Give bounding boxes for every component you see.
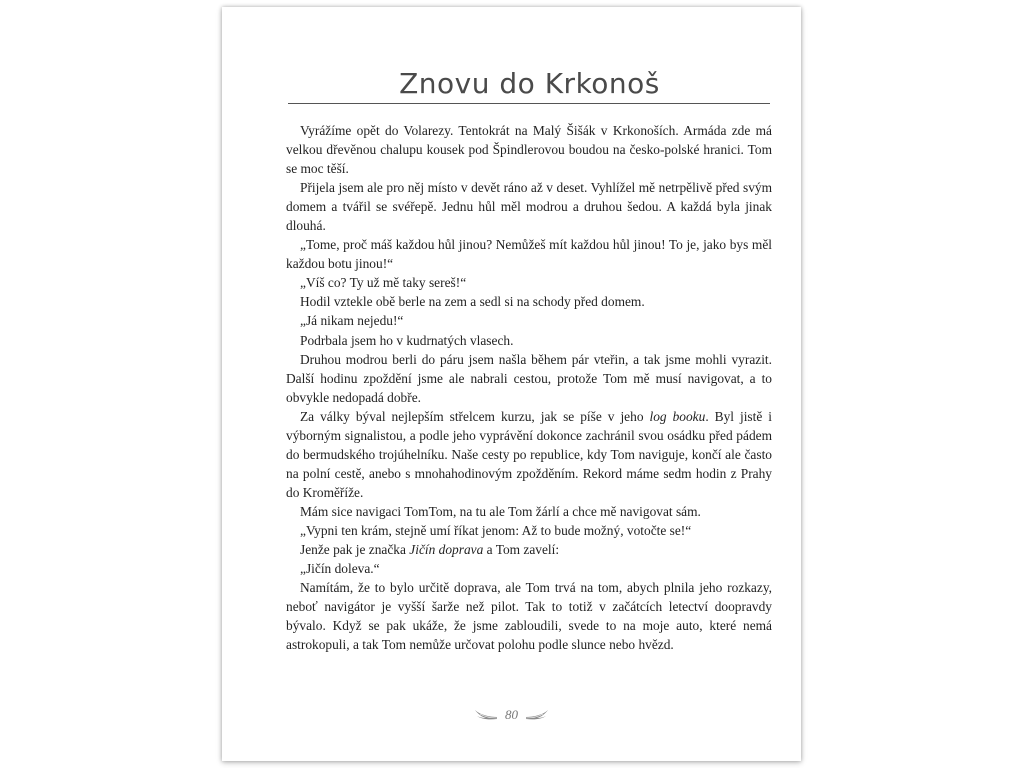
paragraph: Přijela jsem ale pro něj místo v devět ráno až v deset. Vyhlížel mě netrpělivě před svým domem a tvářil se svéřepě. Jednu hůl měl modrou a druhou šedou. A každá byla jinak dlouhá. xyxy=(286,180,772,234)
page-number: 80 xyxy=(505,707,518,722)
paragraph: „Jičín doleva.“ xyxy=(300,561,380,577)
paragraph: „Vypni ten krám, stejně umí říkat jenom: Až to bude možný, votočte se!“ xyxy=(300,522,692,538)
paragraph: Hodil vztekle obě berle na zem a sedl si na schody před domem. xyxy=(300,294,645,310)
paragraph-text: Jenže pak je značka xyxy=(300,542,410,558)
paragraph: Podrbala jsem ho v kudrnatých vlasech. xyxy=(300,332,514,348)
paragraph: Namítám, že to bylo určitě doprava, ale Tom trvá na tom, abych plnila jeho rozkazy, neboť navigátor je vyšší šarže než pilot. Tak to totiž v začátcích letectví doopravdy bývalo. Když se pak ukáže, že jsme zabloudili, svede to na moje auto, které nemá astrokopuli, a tak Tom nemůže určovat polohu podle slunce nebo hvězd. xyxy=(286,580,772,653)
paragraph-text: . Byl jistě i výborným signalistou, a podle jeho vyprávění dokonce zachránil svou osádku před pádem do bermudského trojúhelníku. Naše cesty po republice, kdy Tom naviguje, končí ale často na polní cestě, anebo s mnohahodinovým zpožděním. Rekord máme sedm hodin z Prahy do Kroměříže. xyxy=(286,408,772,500)
paragraph: Druhou modrou berli do páru jsem našla během pár vteřin, a tak jsme mohli vyrazit. Další hodinu zpoždění jsme ale nabrali cestou, protože Tom mě musí navigovat, a to obvykle nedopadá dobře. xyxy=(286,351,772,405)
left-wing-icon xyxy=(474,709,498,721)
paragraph: Vyrážíme opět do Volarezy. Tentokrát na Malý Šišák v Krkonoších. Armáda zde má velkou dřevěnou chalupu kousek pod Špindlerovou boudou na česko-polské hranici. Tom se moc těší. xyxy=(286,123,772,177)
title-underline xyxy=(288,103,770,104)
page-footer xyxy=(222,707,801,723)
paragraph xyxy=(286,540,772,559)
book-page xyxy=(222,7,801,761)
chapter-body xyxy=(286,121,772,654)
right-wing-icon xyxy=(525,709,549,721)
paragraph-text: Za války býval nejlepším střelcem kurzu, jak se píše v jeho xyxy=(300,408,650,424)
paragraph xyxy=(286,407,772,502)
paragraph: Mám sice navigaci TomTom, na tu ale Tom žárlí a chce mě navigovat sám. xyxy=(300,503,701,519)
emphasized-phrase: Jičín doprava xyxy=(409,542,484,558)
paragraph-text: a Tom zavelí: xyxy=(483,542,560,558)
chapter-title: Znovu do Krkonoš xyxy=(399,67,660,100)
emphasized-phrase: log booku xyxy=(649,408,706,424)
paragraph: „Já nikam nejedu!“ xyxy=(300,313,404,329)
paragraph: „Víš co? Ty už mě taky sereš!“ xyxy=(300,275,467,291)
paragraph: „Tome, proč máš každou hůl jinou? Nemůžeš mít každou hůl jinou! To je, jako bys měl každou botu jinou!“ xyxy=(286,237,772,272)
